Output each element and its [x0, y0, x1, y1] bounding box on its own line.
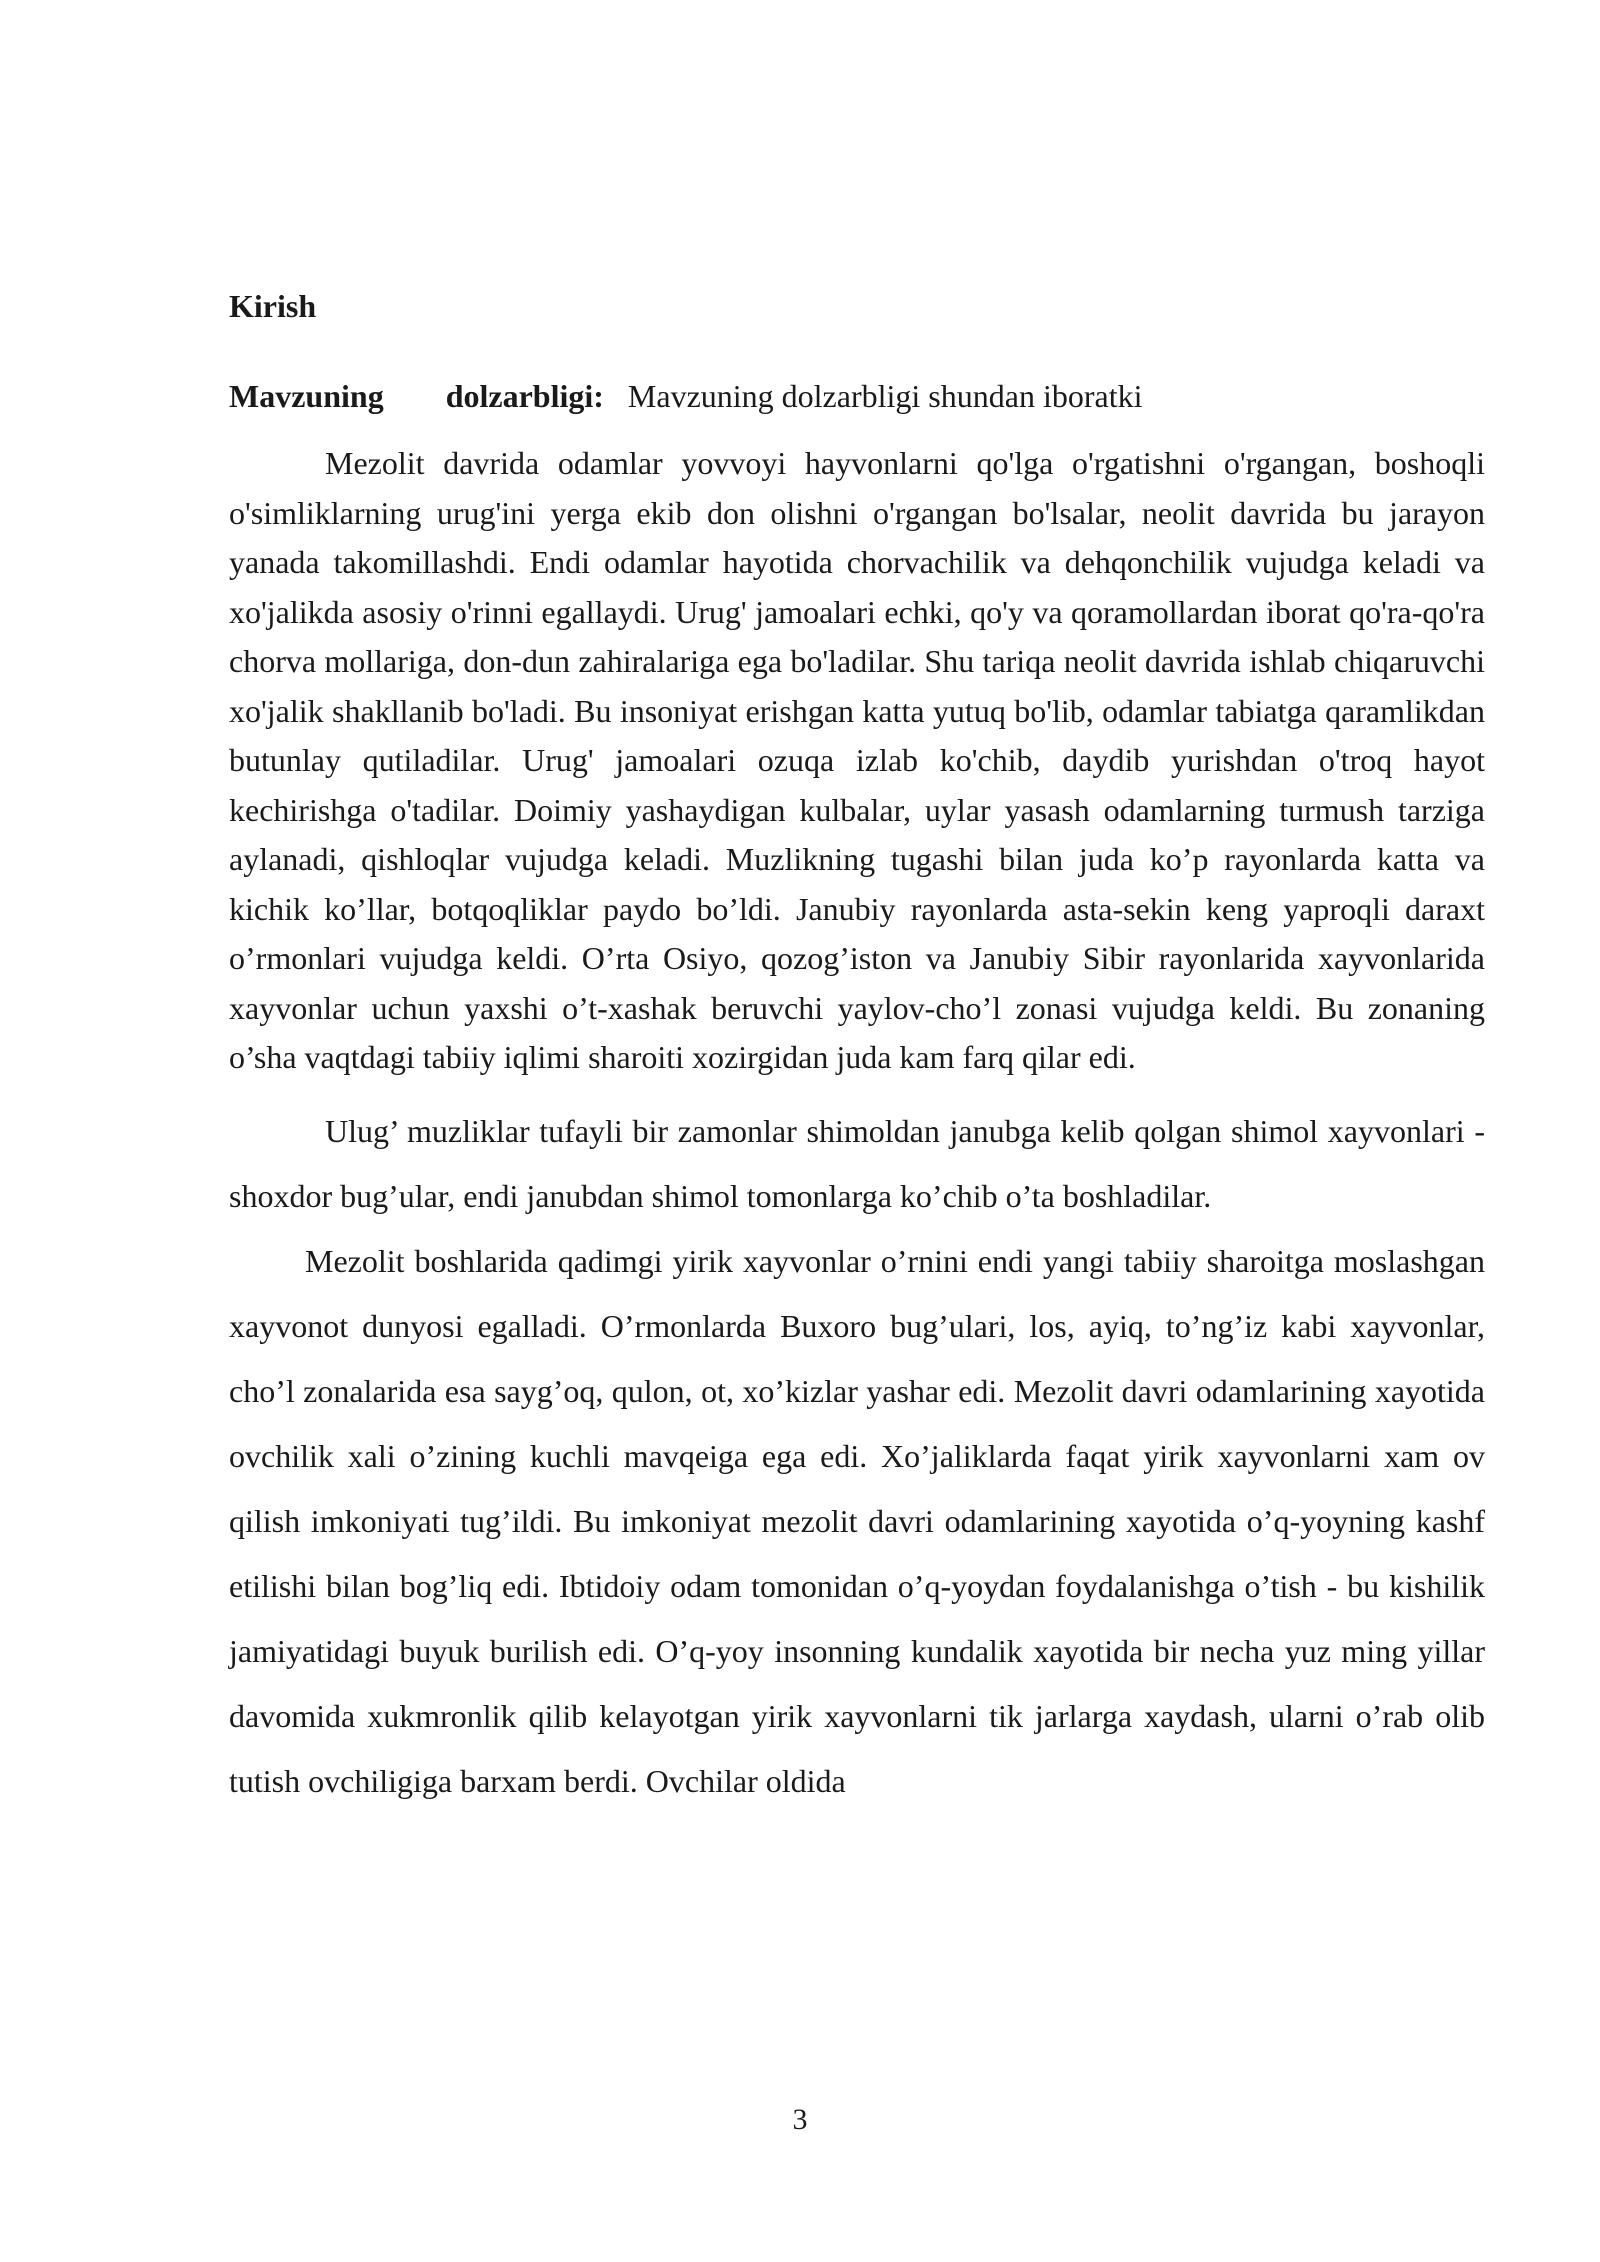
topic-relevance-line: [229, 375, 1485, 417]
subheading-rest: Mavzuning dolzarbligi shundan iboratki: [627, 378, 1143, 414]
body-paragraph-1: Mezolit davrida odamlar yovvoyi hayvonlarni qo'lga o'rgatishni o'rgangan, boshoqli o'simliklarning urug'ini yerga ekib don olishni o'rgangan bo'lsalar, neolit davrida bu jarayon yanada takomillashdi. Endi odamlar hayotida chorvachilik va dehqonchilik vujudga keladi va xo'jalikda asosiy o'rinni egallaydi. Urug' jamoalari echki, qo'y va qoramollardan iborat qo'ra-qo'ra chorva mollariga, don-dun zahiralariga ega bo'ladilar. Shu tariqa neolit davrida ishlab chiqaruvchi xo'jalik shakllanib bo'ladi. Bu insoniyat erishgan katta yutuq bo'lib, odamlar tabiatga qaramlikdan butunlay qutiladilar. Urug' jamoalari ozuqa izlab ko'chib, daydib yurishdan o'troq hayot kechirishga o'tadilar. Doimiy yashaydigan kulbalar, uylar yasash odamlarning turmush tarziga aylanadi, qishloqlar vujudga keladi. Muzlikning tugashi bilan juda ko’p rayonlarda katta va kichik ko’llar, botqoqliklar paydo bo’ldi. Janubiy rayonlarda asta-sekin keng yaproqli daraxt o’rmonlari vujudga keldi. O’rta Osiyo, qozog’iston va Janubiy Sibir rayonlarida xayvonlarida xayvonlar uchun yaxshi o’t-xashak beruvchi yaylov-cho’l zonasi vujudga keldi. Bu zonaning o’sha vaqtdagi tabiiy iqlimi sharoiti xozirgidan juda kam farq qilar edi.: [229, 445, 1485, 1075]
body-paragraph-3: Mezolit boshlarida qadimgi yirik xayvonlar o’rnini endi yangi tabiiy sharoitga moslashgan xayvonot dunyosi egalladi. O’rmonlarda Buxoro bug’ulari, los, ayiq, to’ng’iz kabi xayvonlar, cho’l zonalarida esa sayg’oq, qulon, ot, xo’kizlar yashar edi. Mezolit davri odamlarining xayotida ovchilik xali o’zining kuchli mavqeiga ega edi. Xo’jaliklarda faqat yirik xayvonlarni xam ov qilish imkoniyati tug’ildi. Bu imkoniyat mezolit davri odamlarining xayotida o’q-yoyning kashf etilishi bilan bog’liq edi. Ibtidoiy odam tomonidan o’q-yoydan foydalanishga o’tish - bu kishilik jamiyatidagi buyuk burilish edi. O’q-yoy insonning kundalik xayotida bir necha yuz ming yillar davomida xukmronlik qilib kelayotgan yirik xayvonlarni tik jarlarga xaydash, ularni o’rab olib tutish ovchiligiga barxam berdi. Ovchilar oldida: [229, 1242, 1485, 1799]
body-paragraph-2: Ulug’ muzliklar tufayli bir zamonlar shimoldan janubga kelib qolgan shimol xayvonlari - shoxdor bug’ular, endi janubdan shimol tomonlarga ko’chib o’ta boshladilar.: [229, 1112, 1485, 1214]
subheading-word-1: Mavzuning: [229, 378, 384, 414]
page-number: 3: [792, 2103, 808, 2136]
page-content: [229, 285, 1485, 1814]
section-heading: Kirish: [229, 288, 317, 324]
subheading-word-2: dolzarbligi:: [445, 378, 604, 414]
